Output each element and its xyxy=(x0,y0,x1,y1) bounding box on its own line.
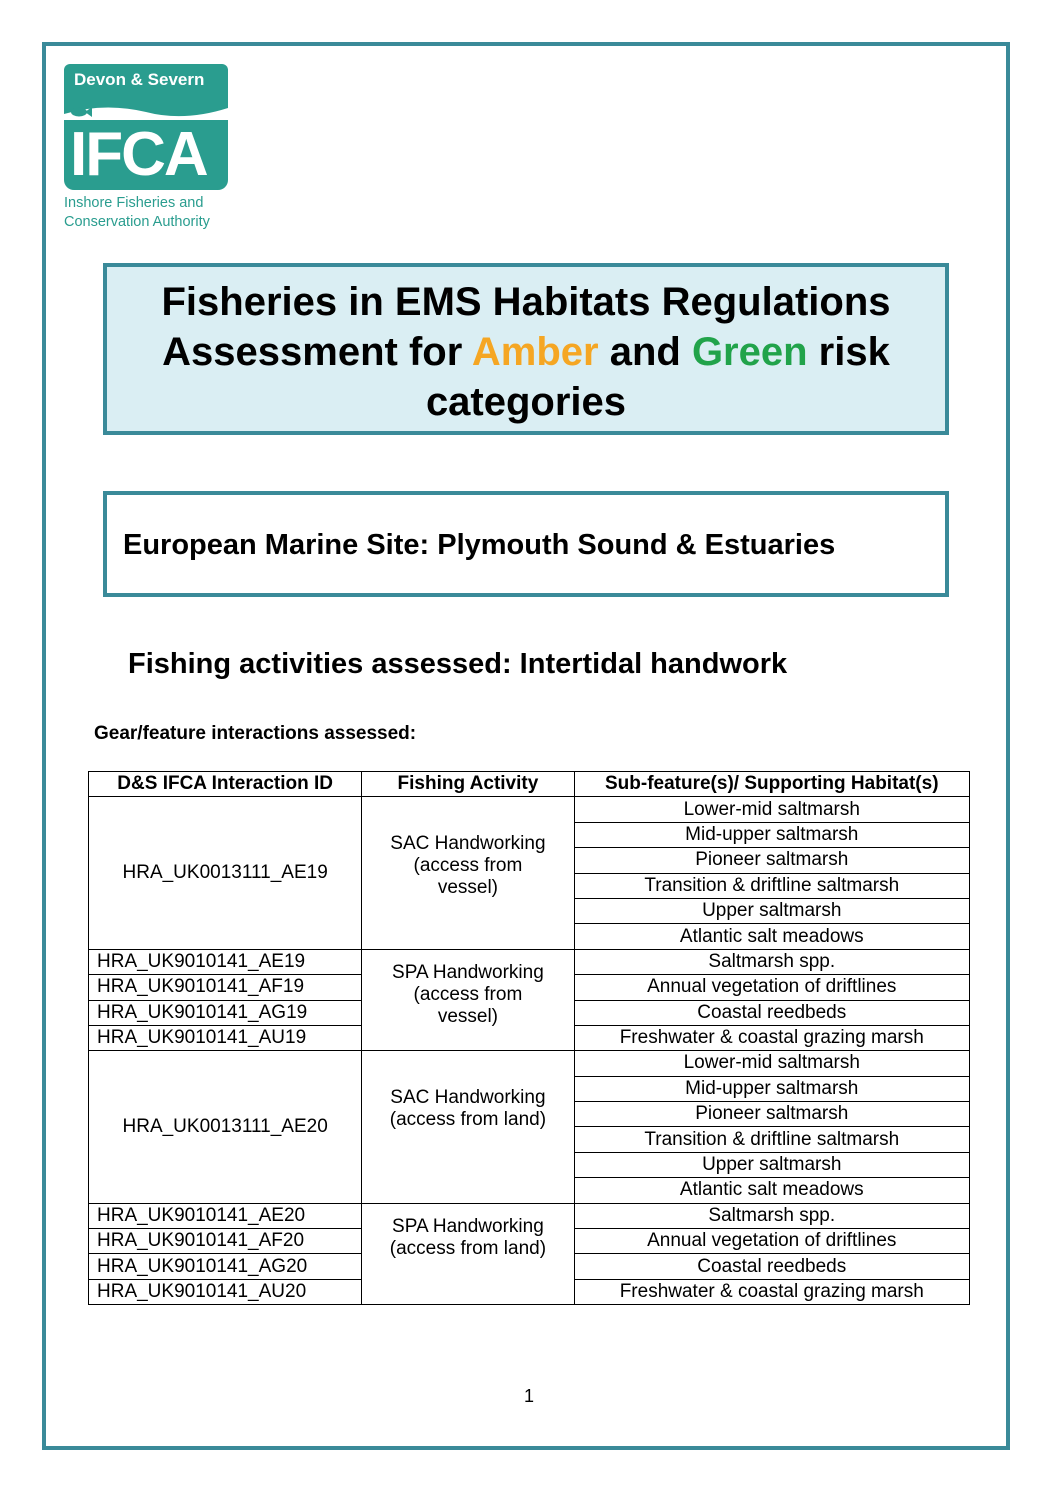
activity-line: SPA Handworking xyxy=(392,961,544,983)
sub-feature-cell: Freshwater & coastal grazing marsh xyxy=(574,1025,969,1050)
sub-feature-cell: Mid-upper saltmarsh xyxy=(574,822,969,847)
interaction-id-cell: HRA_UK9010141_AG20 xyxy=(89,1254,362,1279)
interaction-id-cell: HRA_UK9010141_AG19 xyxy=(89,1000,362,1025)
activity-line: vessel) xyxy=(437,1005,498,1027)
interactions-table xyxy=(88,771,970,1305)
activities-heading: Fishing activities assessed: Intertidal handwork xyxy=(128,648,788,680)
sub-feature-cell: Lower-mid saltmarsh xyxy=(574,1051,969,1076)
sub-feature-cell: Upper saltmarsh xyxy=(574,1152,969,1177)
fish-icon xyxy=(70,106,92,118)
activity-line: SAC Handworking xyxy=(390,1087,546,1109)
fishing-activity-cell xyxy=(362,797,574,949)
title-line2-a: Assessment for xyxy=(162,330,472,374)
header-activity: Fishing Activity xyxy=(362,772,574,797)
sub-feature-cell: Atlantic salt meadows xyxy=(574,1178,969,1203)
activity-line: (access from xyxy=(413,983,523,1005)
table-row xyxy=(89,1051,970,1076)
logo-banner xyxy=(64,64,228,104)
sub-feature-cell: Mid-upper saltmarsh xyxy=(574,1076,969,1101)
title-box xyxy=(103,263,949,435)
title-green: Green xyxy=(691,330,808,374)
title-line2-b: and xyxy=(598,330,692,374)
table-row xyxy=(89,797,970,822)
interaction-id-cell: HRA_UK9010141_AF20 xyxy=(89,1229,362,1254)
sub-feature-cell: Freshwater & coastal grazing marsh xyxy=(574,1279,969,1304)
title-line3: categories xyxy=(425,380,627,424)
header-feature: Sub-feature(s)/ Supporting Habitat(s) xyxy=(574,772,969,797)
table-row xyxy=(89,1203,970,1228)
interaction-id-cell: HRA_UK9010141_AU19 xyxy=(89,1025,362,1050)
fishing-activity-cell xyxy=(362,1051,574,1203)
sub-feature-cell: Saltmarsh spp. xyxy=(574,1203,969,1228)
activity-line: vessel) xyxy=(437,877,498,899)
title-line2-c: risk xyxy=(807,330,890,374)
sub-feature-cell: Annual vegetation of driftlines xyxy=(574,975,969,1000)
sub-feature-cell: Pioneer saltmarsh xyxy=(574,848,969,873)
interaction-id-cell: HRA_UK9010141_AU20 xyxy=(89,1279,362,1304)
site-heading: European Marine Site: Plymouth Sound & Estuaries xyxy=(123,529,836,561)
sub-feature-cell: Coastal reedbeds xyxy=(574,1254,969,1279)
logo-sub-line1: Inshore Fisheries and xyxy=(64,195,204,211)
interaction-id-cell: HRA_UK9010141_AE20 xyxy=(89,1203,362,1228)
gear-label: Gear/feature interactions assessed: xyxy=(94,723,417,744)
interaction-id-cell: HRA_UK0013111_AE20 xyxy=(89,1051,362,1203)
header-id: D&S IFCA Interaction ID xyxy=(89,772,362,797)
sub-feature-cell: Annual vegetation of driftlines xyxy=(574,1229,969,1254)
activity-line: (access from xyxy=(413,855,523,877)
sub-feature-cell: Pioneer saltmarsh xyxy=(574,1102,969,1127)
title-line2 xyxy=(107,327,945,377)
logo-main-block xyxy=(64,120,228,190)
interaction-id-cell: HRA_UK9010141_AF19 xyxy=(89,975,362,1000)
sub-feature-cell: Lower-mid saltmarsh xyxy=(574,797,969,822)
logo-top-text: Devon & Severn xyxy=(74,70,205,89)
sub-feature-cell: Transition & driftline saltmarsh xyxy=(574,1127,969,1152)
logo-sub-line2: Conservation Authority xyxy=(64,214,210,230)
table-header-row xyxy=(89,772,970,797)
activity-line: SAC Handworking xyxy=(390,833,546,855)
sub-feature-cell: Atlantic salt meadows xyxy=(574,924,969,949)
sub-feature-cell: Transition & driftline saltmarsh xyxy=(574,873,969,898)
activity-line: SPA Handworking xyxy=(392,1215,544,1237)
title-amber: Amber xyxy=(471,330,599,374)
title-line1: Fisheries in EMS Habitats Regulations xyxy=(161,280,891,324)
ifca-logo xyxy=(64,64,228,234)
table-row xyxy=(89,949,970,974)
page-number: 1 xyxy=(523,1386,534,1406)
sub-feature-cell: Coastal reedbeds xyxy=(574,1000,969,1025)
interaction-id-cell: HRA_UK9010141_AE19 xyxy=(89,949,362,974)
document-title xyxy=(107,277,945,427)
fishing-activity-cell xyxy=(362,1203,574,1305)
fishing-activity-cell xyxy=(362,949,574,1051)
activity-line: (access from land) xyxy=(389,1237,547,1259)
logo-main-text: IFCA xyxy=(70,120,207,189)
site-box xyxy=(103,491,949,597)
interaction-id-cell: HRA_UK0013111_AE19 xyxy=(89,797,362,949)
sub-feature-cell: Saltmarsh spp. xyxy=(574,949,969,974)
logo-subtitle xyxy=(64,194,234,232)
sub-feature-cell: Upper saltmarsh xyxy=(574,898,969,923)
activity-line: (access from land) xyxy=(389,1109,547,1131)
